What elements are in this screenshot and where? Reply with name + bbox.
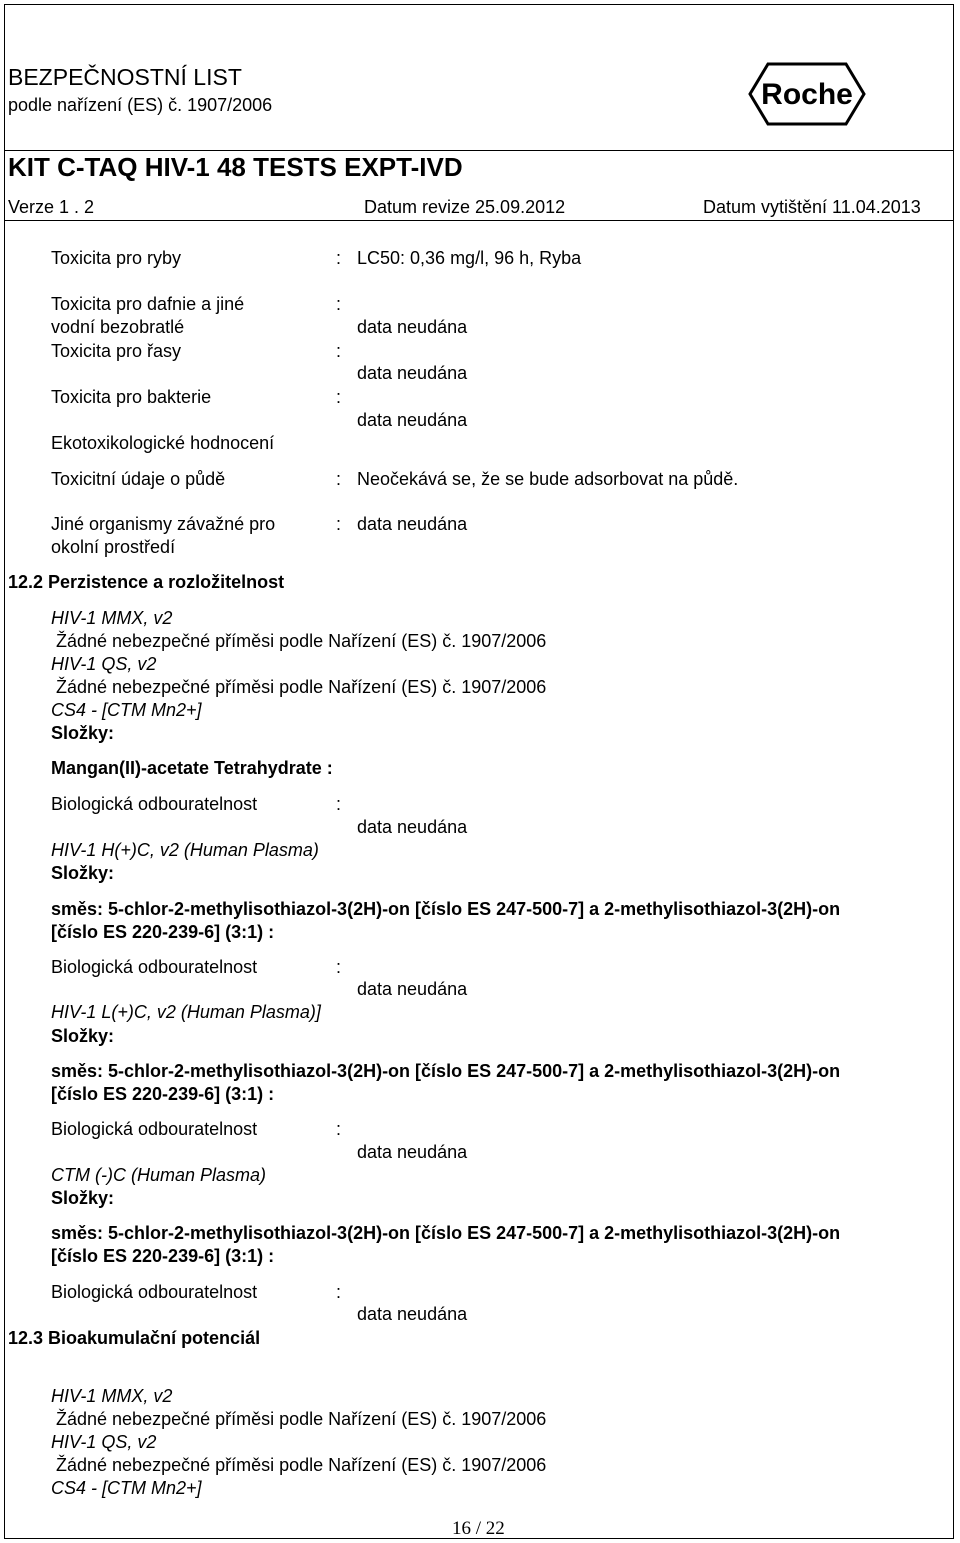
colon: :: [336, 957, 342, 977]
ingredients-heading: Složky:: [51, 1188, 115, 1208]
biodegradability-label: Biologická odbouratelnost: [51, 957, 258, 977]
component-name: CS4 - [CTM Mn2+]: [51, 700, 202, 720]
bacteria-toxicity-value: data neudána: [357, 410, 468, 430]
ecotox-assessment-heading: Ekotoxikologické hodnocení: [51, 433, 275, 453]
component-name: CS4 - [CTM Mn2+]: [51, 1478, 202, 1498]
colon: :: [336, 794, 342, 814]
logo-text: Roche: [761, 78, 853, 111]
colon: :: [336, 1282, 342, 1302]
header-rule-top: [5, 150, 954, 151]
no-hazard-note: Žádné nebezpečné příměsi podle Nařízení (ES) č. 1907/2006: [56, 677, 547, 697]
colon: :: [336, 387, 342, 407]
biodegradability-label: Biologická odbouratelnost: [51, 1282, 258, 1302]
component-name: HIV-1 QS, v2: [51, 1432, 157, 1452]
biodegradability-value: data neudána: [357, 817, 468, 837]
fish-toxicity-label: Toxicita pro ryby: [51, 248, 182, 268]
component-name: CTM (-)C (Human Plasma): [51, 1165, 267, 1185]
biodegradability-label: Biologická odbouratelnost: [51, 1119, 258, 1139]
no-hazard-note: Žádné nebezpečné příměsi podle Nařízení (ES) č. 1907/2006: [56, 1409, 547, 1429]
colon: :: [336, 1119, 342, 1139]
section-12-2-heading: 12.2 Perzistence a rozložitelnost: [8, 572, 285, 592]
ingredient-name-line2: [číslo ES 220-239-6] (3:1) :: [51, 922, 275, 942]
bacteria-toxicity-label: Toxicita pro bakterie: [51, 387, 212, 407]
daphnia-toxicity-label-line2: vodní bezobratlé: [51, 317, 185, 337]
biodegradability-value: data neudána: [357, 1142, 468, 1162]
revision-date: Datum revize 25.09.2012: [364, 197, 566, 217]
regulation-subtitle: podle nařízení (ES) č. 1907/2006: [8, 95, 273, 115]
no-hazard-note: Žádné nebezpečné příměsi podle Nařízení (ES) č. 1907/2006: [56, 631, 547, 651]
colon: :: [336, 294, 342, 314]
fish-toxicity-value: LC50: 0,36 mg/l, 96 h, Ryba: [357, 248, 582, 268]
daphnia-toxicity-label: Toxicita pro dafnie a jiné: [51, 294, 245, 314]
product-name: KIT C-TAQ HIV-1 48 TESTS EXPT-IVD: [8, 152, 463, 182]
algae-toxicity-label: Toxicita pro řasy: [51, 341, 182, 361]
ingredients-heading: Složky:: [51, 1026, 115, 1046]
print-date: Datum vytištění 11.04.2013: [703, 197, 921, 217]
colon: :: [336, 248, 342, 268]
colon: :: [336, 469, 342, 489]
ingredient-name-line2: [číslo ES 220-239-6] (3:1) :: [51, 1084, 275, 1104]
biodegradability-value: data neudána: [357, 1304, 468, 1324]
document-title: BEZPEČNOSTNÍ LIST: [8, 64, 242, 90]
ingredient-name: směs: 5-chlor-2-methylisothiazol-3(2H)-on [číslo ES 247-500-7] a 2-methylisothiazol-3(2H)-on: [51, 1223, 841, 1243]
ingredient-name: směs: 5-chlor-2-methylisothiazol-3(2H)-on [číslo ES 247-500-7] a 2-methylisothiazol-3(2H)-on: [51, 899, 841, 919]
other-organisms-label: Jiné organismy závažné pro: [51, 514, 276, 534]
ingredient-name-line2: [číslo ES 220-239-6] (3:1) :: [51, 1246, 275, 1266]
section-12-3-heading: 12.3 Bioakumulační potenciál: [8, 1328, 261, 1348]
soil-toxicity-value: Neočekává se, že se bude adsorbovat na půdě.: [357, 469, 739, 489]
daphnia-toxicity-value: data neudána: [357, 317, 468, 337]
header-rule-bottom: [5, 220, 954, 221]
colon: :: [336, 341, 342, 361]
version: Verze 1 . 2: [8, 197, 95, 217]
biodegradability-value: data neudána: [357, 979, 468, 999]
component-name: HIV-1 MMX, v2: [51, 608, 173, 628]
other-organisms-value: data neudána: [357, 514, 468, 534]
component-name: HIV-1 H(+)C, v2 (Human Plasma): [51, 840, 319, 860]
component-name: HIV-1 L(+)C, v2 (Human Plasma)]: [51, 1002, 321, 1022]
page-number: 16 / 22: [452, 1518, 505, 1539]
other-organisms-label-line2: okolní prostředí: [51, 537, 176, 557]
soil-toxicity-label: Toxicitní údaje o půdě: [51, 469, 226, 489]
algae-toxicity-value: data neudána: [357, 363, 468, 383]
component-name: HIV-1 QS, v2: [51, 654, 157, 674]
biodegradability-label: Biologická odbouratelnost: [51, 794, 258, 814]
no-hazard-note: Žádné nebezpečné příměsi podle Nařízení (ES) č. 1907/2006: [56, 1455, 547, 1475]
ingredient-name: Mangan(II)-acetate Tetrahydrate :: [51, 758, 333, 778]
ingredients-heading: Složky:: [51, 863, 115, 883]
roche-logo: [748, 62, 866, 126]
ingredients-heading: Složky:: [51, 723, 115, 743]
colon: :: [336, 514, 342, 534]
component-name: HIV-1 MMX, v2: [51, 1386, 173, 1406]
ingredient-name: směs: 5-chlor-2-methylisothiazol-3(2H)-on [číslo ES 247-500-7] a 2-methylisothiazol-3(2H)-on: [51, 1061, 841, 1081]
